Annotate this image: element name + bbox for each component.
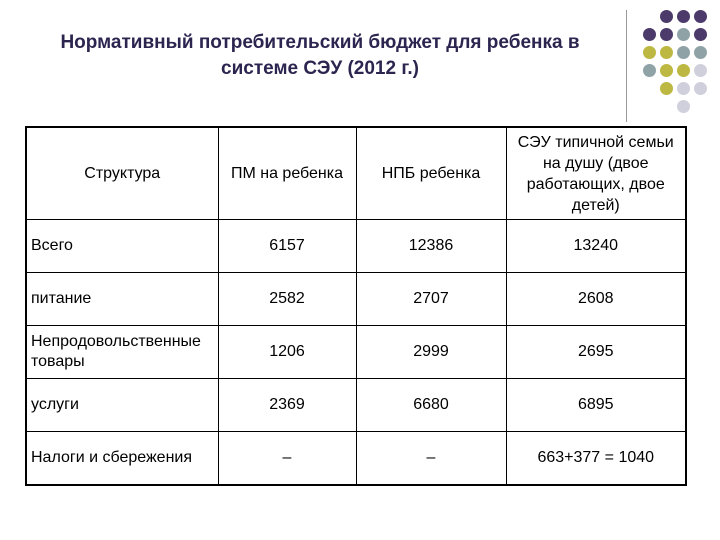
decorative-divider-line xyxy=(626,10,627,122)
decorative-dot xyxy=(660,64,673,77)
decorative-dot xyxy=(677,28,690,41)
header-seu-family: СЭУ типичной семьи на душу (двое работающих, двое детей) xyxy=(506,127,686,220)
header-pm-per-child: ПМ на ребенка xyxy=(218,127,356,220)
decorative-dot xyxy=(660,28,673,41)
row-label: Непродовольственные товары xyxy=(26,326,218,379)
header-structure: Структура xyxy=(26,127,218,220)
table-header-row xyxy=(26,127,686,220)
decorative-dot xyxy=(660,46,673,59)
table-row xyxy=(26,220,686,273)
decorative-dot xyxy=(694,10,707,23)
header-npb-child: НПБ ребенка xyxy=(356,127,506,220)
table-row xyxy=(26,432,686,486)
decorative-dot xyxy=(677,46,690,59)
cell-pm: 6157 xyxy=(218,220,356,273)
decorative-dot-grid xyxy=(643,10,715,122)
row-label: услуги xyxy=(26,379,218,432)
decorative-dot xyxy=(677,10,690,23)
cell-npb: – xyxy=(356,432,506,486)
cell-pm: 2369 xyxy=(218,379,356,432)
table-row xyxy=(26,273,686,326)
title-line-1: Нормативный потребительский бюджет для ребенка в xyxy=(60,32,580,53)
table-row xyxy=(26,379,686,432)
cell-npb: 2999 xyxy=(356,326,506,379)
decorative-dot xyxy=(677,100,690,113)
cell-npb: 6680 xyxy=(356,379,506,432)
decorative-dot xyxy=(677,64,690,77)
decorative-dot xyxy=(643,46,656,59)
cell-pm: 1206 xyxy=(218,326,356,379)
slide-title xyxy=(40,30,600,82)
decorative-dot xyxy=(643,64,656,77)
decorative-dot xyxy=(694,28,707,41)
decorative-dot xyxy=(694,46,707,59)
budget-table xyxy=(25,126,687,486)
cell-seu: 663+377 = 1040 xyxy=(506,432,686,486)
decorative-dot xyxy=(677,82,690,95)
cell-seu: 2695 xyxy=(506,326,686,379)
decorative-dot xyxy=(694,64,707,77)
title-line-2: системе СЭУ (2012 г.) xyxy=(221,58,419,79)
decorative-dot xyxy=(660,10,673,23)
cell-pm: 2582 xyxy=(218,273,356,326)
row-label: питание xyxy=(26,273,218,326)
cell-seu: 6895 xyxy=(506,379,686,432)
row-label: Налоги и сбережения xyxy=(26,432,218,486)
cell-npb: 2707 xyxy=(356,273,506,326)
cell-pm: – xyxy=(218,432,356,486)
decorative-dot xyxy=(694,82,707,95)
cell-seu: 2608 xyxy=(506,273,686,326)
cell-npb: 12386 xyxy=(356,220,506,273)
row-label: Всего xyxy=(26,220,218,273)
decorative-dot xyxy=(643,28,656,41)
table-row xyxy=(26,326,686,379)
cell-seu: 13240 xyxy=(506,220,686,273)
decorative-dot xyxy=(660,82,673,95)
